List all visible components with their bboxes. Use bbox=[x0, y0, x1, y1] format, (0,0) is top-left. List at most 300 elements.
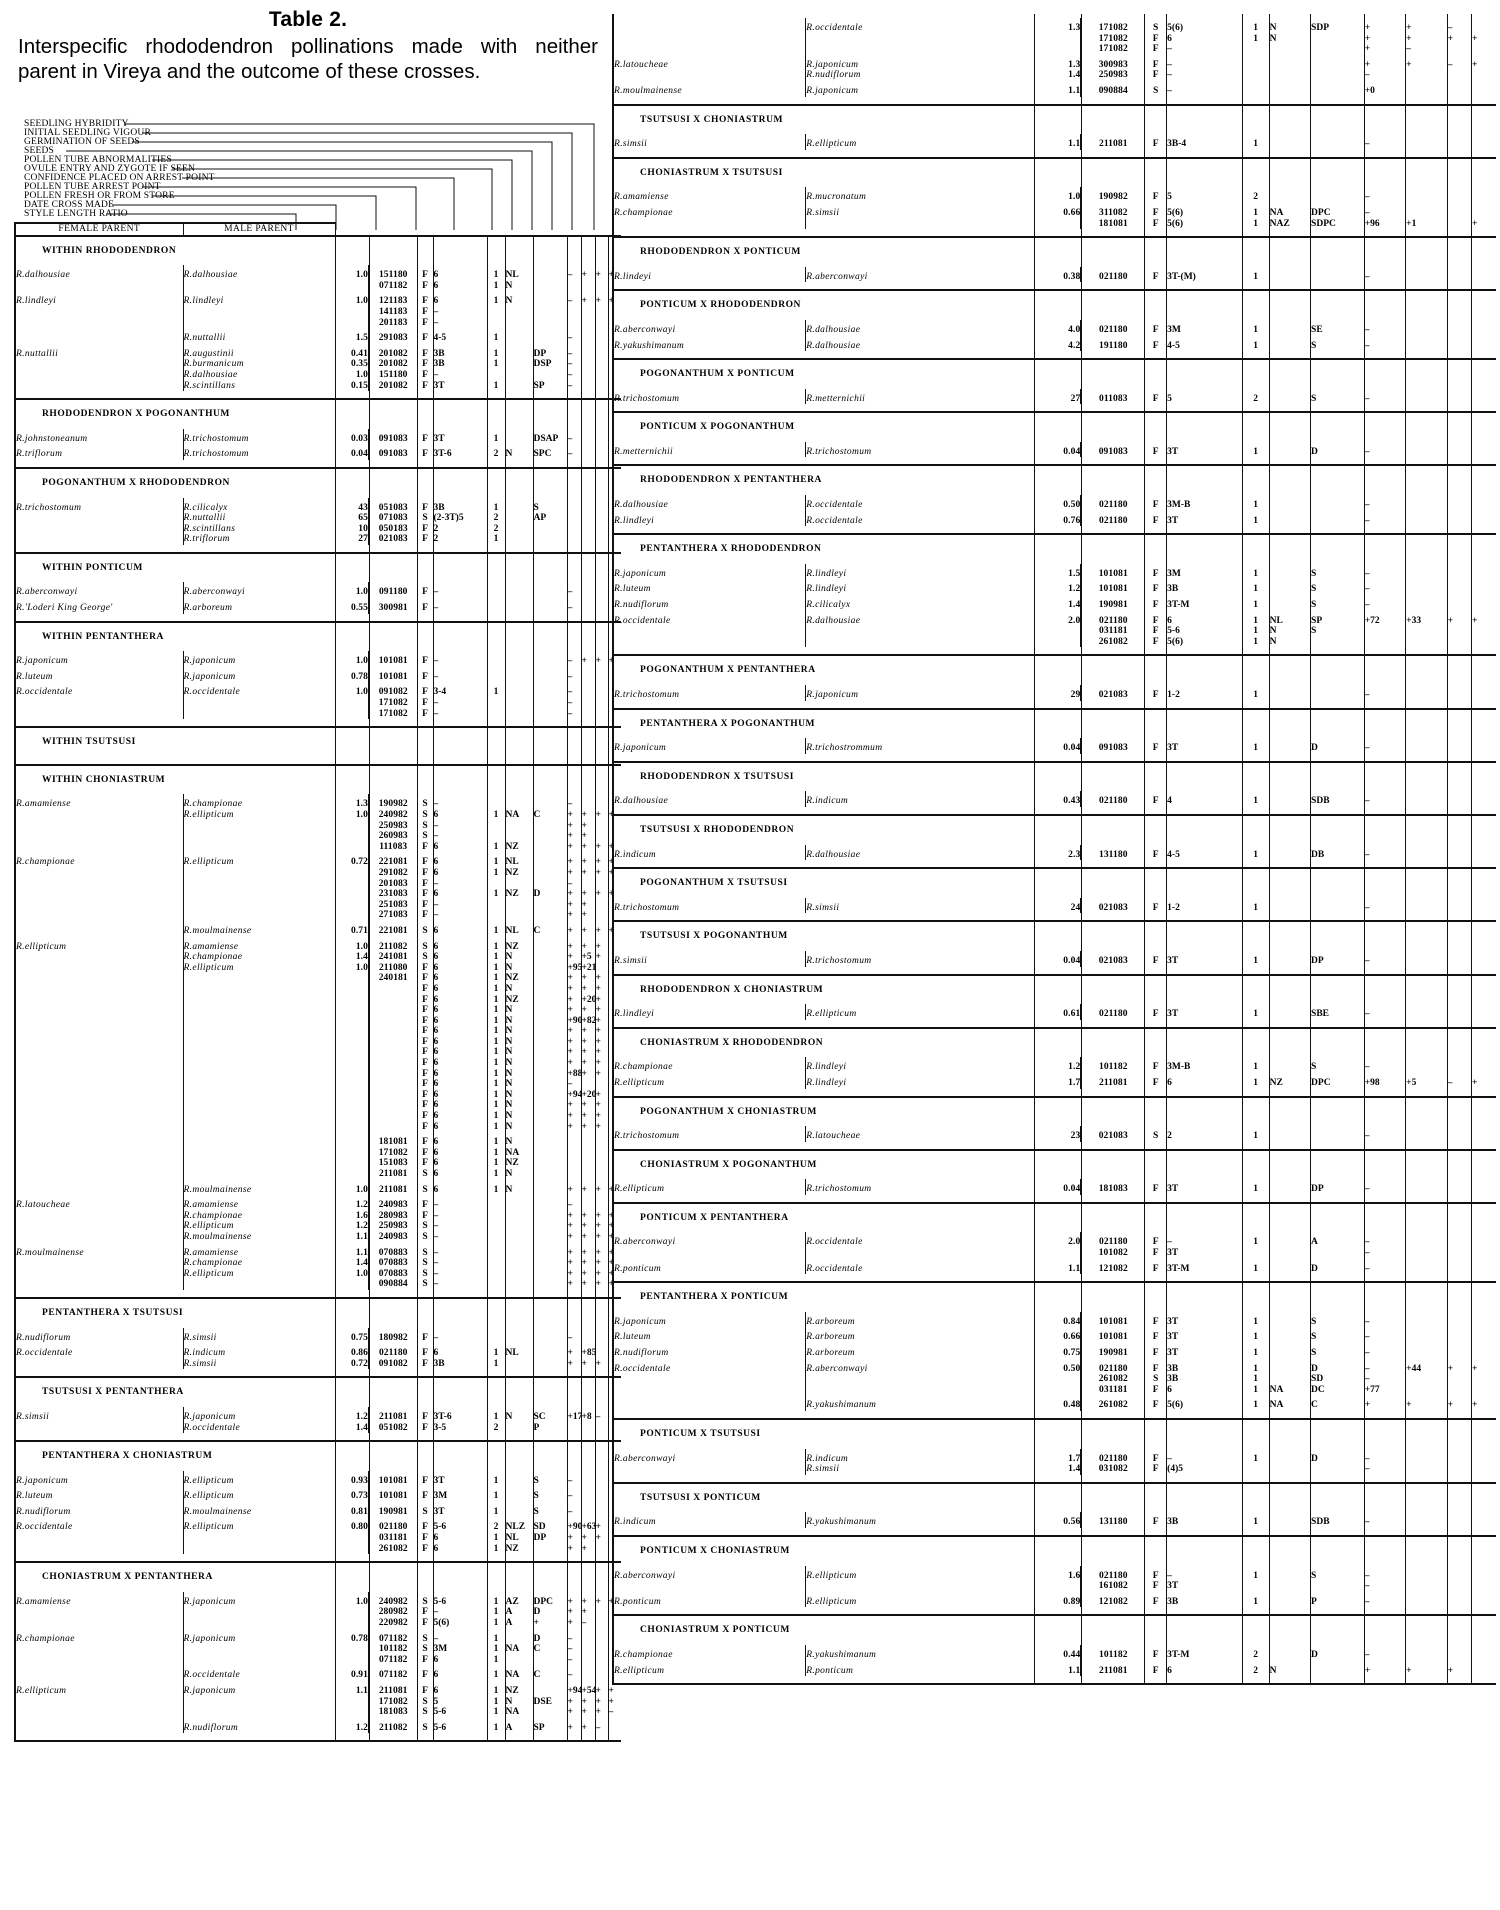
table-row[interactable] bbox=[15, 682, 621, 719]
section-pad-row bbox=[613, 913, 1496, 921]
group-header-cell bbox=[1242, 534, 1269, 564]
table-row[interactable] bbox=[613, 511, 1496, 527]
ovule-entry-cell bbox=[1269, 267, 1310, 283]
pollen-store-cell: F bbox=[1145, 898, 1167, 914]
seedling-hybridity-cell bbox=[1472, 1592, 1497, 1608]
male-parent-cell: R.amamiense R.championae R.ellipticum R.moulmainense bbox=[183, 1195, 335, 1242]
male-parent-cell: R.japonicum bbox=[183, 1681, 335, 1718]
section-pad-cell bbox=[1447, 150, 1471, 158]
table-row[interactable] bbox=[613, 1592, 1496, 1608]
date-cross-made-cell: 101081 bbox=[369, 667, 417, 683]
section-pad-cell bbox=[1081, 1089, 1144, 1097]
section-pad-cell bbox=[1364, 1020, 1405, 1028]
seedling-vigour-cell bbox=[1447, 336, 1471, 352]
group-header-cell bbox=[1242, 359, 1269, 389]
confidence-cell: 1 bbox=[1242, 1327, 1269, 1343]
table-row[interactable] bbox=[15, 794, 621, 852]
ovule-entry-cell bbox=[1269, 511, 1310, 527]
section-pad-cell bbox=[1406, 1195, 1447, 1203]
pollen-tube-abnormalities-cell bbox=[1311, 187, 1365, 203]
section-pad-cell bbox=[433, 391, 487, 399]
style-length-ratio-cell: 1.1 bbox=[335, 1681, 369, 1718]
arrest-point-cell: 6 5 5-6 bbox=[433, 1681, 487, 1718]
group-header-cell bbox=[1167, 1536, 1243, 1566]
seeds-cell: – bbox=[1364, 738, 1405, 754]
table-row[interactable] bbox=[613, 791, 1496, 807]
table-row[interactable] bbox=[15, 852, 621, 921]
seedling-vigour-cell bbox=[1447, 898, 1471, 914]
group-header-cell bbox=[1406, 1536, 1447, 1566]
female-parent-cell: R.ellipticum bbox=[15, 937, 183, 1133]
seeds-cell: + bbox=[1364, 1661, 1405, 1677]
female-parent-cell: R.amamiense bbox=[613, 187, 806, 203]
column-legend bbox=[24, 118, 596, 224]
arrest-point-cell: – 3T bbox=[1167, 1232, 1243, 1258]
table-row[interactable] bbox=[613, 320, 1496, 336]
arrest-point-cell: 5(6) 5(6) bbox=[1167, 203, 1243, 229]
group-header-cell bbox=[595, 1441, 608, 1471]
section-pad-cell bbox=[433, 1369, 487, 1377]
confidence-cell: 1 1 1 1 1 1 1 1 1 1 1 1 1 1 1 1 1 1 bbox=[487, 937, 505, 1133]
section-pad-cell bbox=[1145, 701, 1167, 709]
pollen-tube-abnormalities-cell: D bbox=[1311, 738, 1365, 754]
section-pad-cell bbox=[1167, 97, 1243, 105]
ovule-entry-cell: N bbox=[505, 291, 533, 328]
group-header-cell bbox=[505, 765, 533, 795]
section-pad-cell bbox=[335, 391, 369, 399]
style-length-ratio-cell: 0.04 bbox=[1035, 738, 1081, 754]
ovule-entry-cell bbox=[1269, 1126, 1310, 1142]
style-length-ratio-cell: 1.2 bbox=[1035, 579, 1081, 595]
table-row[interactable] bbox=[613, 81, 1496, 97]
section-pad-cell bbox=[1035, 701, 1081, 709]
female-parent-cell: R.luteum bbox=[613, 1327, 806, 1343]
seedling-vigour-cell bbox=[1447, 685, 1471, 701]
confidence-cell: 1 1 bbox=[1242, 203, 1269, 229]
group-header-cell bbox=[1406, 1028, 1447, 1058]
male-parent-cell: R.augustinii R.burmanicum R.dalhousiae R.scintillans bbox=[183, 344, 335, 391]
section-pad-row bbox=[613, 1475, 1496, 1483]
group-label: POGONANTHUM X CHONIASTRUM bbox=[613, 1097, 1035, 1127]
table-row[interactable] bbox=[613, 1232, 1496, 1258]
germination-cell: +33 bbox=[1406, 611, 1447, 648]
table-row[interactable] bbox=[15, 1328, 621, 1344]
group-header-cell bbox=[1364, 534, 1405, 564]
group-header-cell bbox=[533, 1298, 567, 1328]
section-pad-cell bbox=[1081, 1274, 1144, 1282]
table-row[interactable] bbox=[15, 429, 621, 445]
table-row[interactable] bbox=[15, 291, 621, 328]
table-row[interactable] bbox=[613, 595, 1496, 611]
table-row[interactable] bbox=[15, 598, 621, 614]
group-header-cell bbox=[369, 468, 417, 498]
table-row[interactable] bbox=[15, 344, 621, 391]
section-pad-cell bbox=[417, 757, 433, 765]
section-pad-cell bbox=[1447, 967, 1471, 975]
section-pad-cell bbox=[1167, 701, 1243, 709]
arrest-point-cell: 6 bbox=[433, 1665, 487, 1681]
group-header-cell bbox=[1311, 158, 1365, 188]
group-header-cell bbox=[1081, 1419, 1144, 1449]
group-header-cell bbox=[1081, 709, 1144, 739]
group-header-cell bbox=[487, 622, 505, 652]
table-row[interactable] bbox=[613, 951, 1496, 967]
arrest-point-cell: 3T bbox=[1167, 442, 1243, 458]
group-header-cell bbox=[487, 1441, 505, 1471]
ovule-entry-cell bbox=[505, 1486, 533, 1502]
section-pad-cell bbox=[1242, 967, 1269, 975]
table-row[interactable] bbox=[613, 495, 1496, 511]
table-row[interactable] bbox=[613, 1126, 1496, 1142]
group-header-cell bbox=[1167, 1615, 1243, 1645]
group-header-cell bbox=[1406, 1150, 1447, 1180]
table-row[interactable] bbox=[613, 738, 1496, 754]
section-pad-cell bbox=[1311, 1607, 1365, 1615]
date-cross-made-cell: 190981 bbox=[1081, 1343, 1144, 1359]
arrest-point-cell: 3M bbox=[1167, 320, 1243, 336]
seedling-vigour-cell: + + + + + + + + + + + + + + + + bbox=[595, 937, 608, 1133]
section-pad-cell bbox=[1311, 229, 1365, 237]
pollen-tube-abnormalities-cell: S bbox=[1311, 1327, 1365, 1343]
pollen-store-cell: F F bbox=[1145, 1449, 1167, 1475]
section-pad-cell bbox=[1145, 647, 1167, 655]
pollen-store-cell: F bbox=[1145, 511, 1167, 527]
seedling-hybridity-cell bbox=[1472, 791, 1497, 807]
group-header-cell bbox=[1145, 709, 1167, 739]
seeds-cell: – bbox=[567, 1486, 581, 1502]
table-row[interactable] bbox=[15, 651, 621, 667]
table-row[interactable] bbox=[613, 1449, 1496, 1475]
group-header-row bbox=[613, 921, 1496, 951]
arrest-point-cell: 4-5 bbox=[1167, 336, 1243, 352]
pollen-store-cell: F bbox=[1145, 1592, 1167, 1608]
group-header-cell bbox=[1081, 1150, 1144, 1180]
section-pad-cell bbox=[369, 391, 417, 399]
section-pad-cell bbox=[1145, 967, 1167, 975]
table-row[interactable] bbox=[15, 1195, 621, 1242]
germination-cell bbox=[1406, 320, 1447, 336]
table-row[interactable] bbox=[613, 134, 1496, 150]
table-row[interactable] bbox=[613, 611, 1496, 648]
group-header-row bbox=[15, 765, 621, 795]
group-header-cell bbox=[567, 399, 581, 429]
section-pad-cell bbox=[1167, 1607, 1243, 1615]
male-parent-cell: R.ponticum bbox=[806, 1661, 1035, 1677]
table-row[interactable] bbox=[613, 389, 1496, 405]
group-header-cell bbox=[1472, 359, 1497, 389]
table-row[interactable] bbox=[15, 1132, 621, 1179]
seeds-cell: – bbox=[1364, 511, 1405, 527]
pollen-tube-abnormalities-cell: D bbox=[1311, 1259, 1365, 1275]
table-row[interactable] bbox=[613, 1395, 1496, 1411]
seeds-cell: + + – + + + bbox=[567, 852, 581, 921]
table-row[interactable] bbox=[15, 498, 621, 545]
date-cross-made-cell: 211081 171082 181083 bbox=[369, 1681, 417, 1718]
seedling-hybridity-cell bbox=[1472, 738, 1497, 754]
group-header-row bbox=[613, 412, 1496, 442]
male-parent-cell: R.cilicalyx bbox=[806, 595, 1035, 611]
female-parent-cell: R.ellipticum bbox=[15, 1681, 183, 1718]
table-row[interactable] bbox=[15, 1471, 621, 1487]
seedling-vigour-cell bbox=[595, 1629, 608, 1666]
table-row[interactable] bbox=[613, 442, 1496, 458]
table-row[interactable] bbox=[613, 267, 1496, 283]
male-parent-cell: R.amamiense R.championae R.ellipticum bbox=[183, 937, 335, 1133]
table-row[interactable] bbox=[613, 1057, 1496, 1073]
style-length-ratio-cell: 0.44 bbox=[1035, 1645, 1081, 1661]
group-header-cell bbox=[1472, 158, 1497, 188]
section-pad-cell bbox=[1035, 1020, 1081, 1028]
table-row[interactable] bbox=[15, 265, 621, 291]
group-header-cell bbox=[505, 727, 533, 757]
pollen-tube-abnormalities-cell bbox=[533, 328, 567, 344]
group-header-cell bbox=[1472, 975, 1497, 1005]
section-pad-cell bbox=[15, 1433, 335, 1441]
table-row[interactable] bbox=[613, 685, 1496, 701]
ovule-entry-cell bbox=[1269, 55, 1310, 81]
male-parent-cell: R.japonicum bbox=[183, 651, 335, 667]
date-cross-made-cell: 021180 bbox=[1081, 495, 1144, 511]
group-label: PONTICUM X PENTANTHERA bbox=[613, 1203, 1035, 1233]
section-pad-cell bbox=[1311, 967, 1365, 975]
section-pad-cell bbox=[1269, 1142, 1310, 1150]
table-row[interactable] bbox=[15, 1592, 621, 1629]
group-label: POGONANTHUM X RHODODENDRON bbox=[15, 468, 335, 498]
table-row[interactable] bbox=[613, 1661, 1496, 1677]
ovule-entry-cell bbox=[1269, 738, 1310, 754]
ovule-entry-cell bbox=[505, 598, 533, 614]
section-pad-cell bbox=[613, 967, 1035, 975]
male-parent-cell: R.lindleyi bbox=[183, 291, 335, 328]
section-pad-cell bbox=[1242, 1089, 1269, 1097]
seedling-vigour-cell bbox=[1447, 595, 1471, 611]
legend-item-1: INITIAL SEEDLING VIGOUR bbox=[24, 128, 152, 138]
group-header-cell bbox=[1145, 290, 1167, 320]
pollen-store-cell: F bbox=[417, 1471, 433, 1487]
group-header-cell bbox=[335, 468, 369, 498]
table-row[interactable] bbox=[613, 1179, 1496, 1195]
section-pad-cell bbox=[1311, 754, 1365, 762]
section-pad-cell bbox=[567, 1433, 581, 1441]
section-pad-cell bbox=[433, 1554, 487, 1562]
ovule-entry-cell bbox=[505, 429, 533, 445]
seeds-cell: +90 + + bbox=[567, 1517, 581, 1554]
section-pad-cell bbox=[1242, 1020, 1269, 1028]
bottom-rule-cell bbox=[1167, 1684, 1243, 1685]
pollen-store-cell: F bbox=[1145, 336, 1167, 352]
section-pad-cell bbox=[1447, 1089, 1471, 1097]
table-row[interactable] bbox=[15, 1517, 621, 1554]
style-length-ratio-cell: 1.2 1.6 1.2 1.1 bbox=[335, 1195, 369, 1242]
date-cross-made-cell: 101081 bbox=[1081, 1327, 1144, 1343]
group-header-cell bbox=[1145, 921, 1167, 951]
seedling-vigour-cell bbox=[1447, 267, 1471, 283]
table-row[interactable] bbox=[15, 921, 621, 937]
style-length-ratio-cell: 0.81 bbox=[335, 1502, 369, 1518]
group-header-cell bbox=[1035, 709, 1081, 739]
female-parent-cell: R.aberconwayi bbox=[613, 1449, 806, 1475]
pollen-tube-abnormalities-cell: DSAP bbox=[533, 429, 567, 445]
date-cross-made-cell: 181083 bbox=[1081, 1179, 1144, 1195]
female-parent-cell: R.occidentale bbox=[613, 611, 806, 648]
section-pad-cell bbox=[1167, 967, 1243, 975]
section-pad-cell bbox=[1472, 1195, 1497, 1203]
group-header-cell bbox=[1406, 158, 1447, 188]
section-pad-cell bbox=[1269, 1607, 1310, 1615]
section-pad-cell bbox=[1242, 1475, 1269, 1483]
section-pad-cell bbox=[567, 545, 581, 553]
germination-cell bbox=[1406, 898, 1447, 914]
group-header-cell bbox=[1081, 1483, 1144, 1513]
table-row[interactable] bbox=[613, 1312, 1496, 1328]
section-pad-cell bbox=[1145, 404, 1167, 412]
table-row[interactable] bbox=[613, 1327, 1496, 1343]
table-row[interactable] bbox=[15, 667, 621, 683]
section-pad-cell bbox=[1242, 282, 1269, 290]
style-length-ratio-cell: 1.1 bbox=[1035, 1661, 1081, 1677]
group-header-row bbox=[15, 727, 621, 757]
table-row[interactable] bbox=[15, 1407, 621, 1433]
table-row[interactable] bbox=[613, 845, 1496, 861]
ovule-entry-cell: NZ N N NZ N NZ N N N N N N N N N N N N bbox=[505, 937, 533, 1133]
table-row[interactable] bbox=[15, 1665, 621, 1681]
group-header-cell bbox=[1472, 815, 1497, 845]
table-row[interactable] bbox=[613, 1359, 1496, 1396]
section-pad-cell bbox=[1447, 807, 1471, 815]
table-row[interactable] bbox=[613, 898, 1496, 914]
table-row[interactable] bbox=[15, 1343, 621, 1369]
group-header-cell bbox=[1035, 1615, 1081, 1645]
table-row[interactable] bbox=[15, 1243, 621, 1290]
style-length-ratio-cell: 1.6 bbox=[1035, 1566, 1081, 1592]
seeds-cell: + + + bbox=[567, 1592, 581, 1629]
section-pad-cell bbox=[608, 1733, 621, 1741]
seeds-cell: – – – bbox=[567, 682, 581, 719]
table-row[interactable] bbox=[613, 203, 1496, 229]
ovule-entry-cell: N bbox=[505, 444, 533, 460]
confidence-cell: 1 bbox=[1242, 579, 1269, 595]
table-row[interactable] bbox=[15, 1718, 621, 1734]
group-header-cell bbox=[1035, 1150, 1081, 1180]
group-header-cell bbox=[1081, 1203, 1144, 1233]
group-label: PENTANTHERA X POGONANTHUM bbox=[613, 709, 1035, 739]
table-row[interactable] bbox=[15, 328, 621, 344]
section-pad-cell bbox=[581, 757, 595, 765]
section-pad-cell bbox=[1035, 807, 1081, 815]
table-row[interactable] bbox=[15, 582, 621, 598]
table-row[interactable] bbox=[15, 1681, 621, 1718]
confidence-cell: 1 1 1 bbox=[487, 344, 505, 391]
group-header-cell bbox=[1035, 1282, 1081, 1312]
section-pad-cell bbox=[1447, 97, 1471, 105]
seedling-vigour-cell bbox=[1447, 845, 1471, 861]
ovule-entry-cell bbox=[505, 1328, 533, 1344]
table-row[interactable] bbox=[613, 1073, 1496, 1089]
group-header-row bbox=[613, 762, 1496, 792]
seeds-cell: +72 bbox=[1364, 611, 1405, 648]
table-row[interactable] bbox=[613, 1566, 1496, 1592]
group-header-row bbox=[613, 359, 1496, 389]
seedling-vigour-cell bbox=[1447, 1449, 1471, 1475]
male-parent-cell: R.moulmainense bbox=[183, 921, 335, 937]
section-pad-cell bbox=[1472, 860, 1497, 868]
section-pad-cell bbox=[1035, 526, 1081, 534]
section-pad-cell bbox=[369, 614, 417, 622]
table-row[interactable] bbox=[613, 55, 1496, 81]
arrest-point-cell: 1-2 bbox=[1167, 685, 1243, 701]
group-header-cell bbox=[1447, 465, 1471, 495]
table-row[interactable] bbox=[613, 1512, 1496, 1528]
male-parent-cell: R.ellipticum bbox=[183, 1486, 335, 1502]
group-header-cell bbox=[369, 553, 417, 583]
section-pad-cell bbox=[1242, 229, 1269, 237]
table-row[interactable] bbox=[15, 1502, 621, 1518]
legend-item-6: CONFIDENCE PLACED ON ARREST POINT bbox=[24, 173, 215, 183]
table-row[interactable] bbox=[15, 1486, 621, 1502]
date-cross-made-cell: 211082 bbox=[369, 1718, 417, 1734]
table-row[interactable] bbox=[15, 444, 621, 460]
confidence-cell: 1 bbox=[487, 1718, 505, 1734]
table-row[interactable] bbox=[613, 1004, 1496, 1020]
group-label: POGONANTHUM X PONTICUM bbox=[613, 359, 1035, 389]
table-row[interactable] bbox=[613, 336, 1496, 352]
arrest-point-cell: 3T-M bbox=[1167, 1259, 1243, 1275]
table-row[interactable] bbox=[613, 564, 1496, 580]
table-row[interactable] bbox=[613, 1645, 1496, 1661]
pollen-tube-abnormalities-cell: S bbox=[533, 1471, 567, 1487]
group-header-cell bbox=[1406, 290, 1447, 320]
seedling-vigour-cell bbox=[595, 667, 608, 683]
table-row[interactable] bbox=[15, 1180, 621, 1196]
male-parent-cell: R.japonicum bbox=[183, 667, 335, 683]
section-pad-cell bbox=[433, 545, 487, 553]
section-pad-cell bbox=[1364, 229, 1405, 237]
section-pad-cell bbox=[1406, 1607, 1447, 1615]
group-header-cell bbox=[1406, 237, 1447, 267]
seedling-hybridity-cell bbox=[1472, 389, 1497, 405]
table-row[interactable] bbox=[613, 1259, 1496, 1275]
group-header-cell bbox=[1145, 1097, 1167, 1127]
group-header-cell bbox=[1472, 709, 1497, 739]
date-cross-made-cell: 121082 bbox=[1081, 1592, 1144, 1608]
germination-cell bbox=[1406, 791, 1447, 807]
date-cross-made-cell: 091083 bbox=[369, 429, 417, 445]
group-header-cell bbox=[1167, 105, 1243, 135]
pollen-store-cell: F bbox=[1145, 1073, 1167, 1089]
pollen-tube-abnormalities-cell bbox=[533, 265, 567, 291]
group-header-cell bbox=[1145, 465, 1167, 495]
group-header-cell bbox=[595, 399, 608, 429]
section-pad-row bbox=[15, 719, 621, 727]
table-row[interactable] bbox=[613, 1343, 1496, 1359]
table-row[interactable] bbox=[613, 579, 1496, 595]
table-row[interactable] bbox=[15, 937, 621, 1133]
section-pad-cell bbox=[581, 1290, 595, 1298]
table-row[interactable] bbox=[613, 18, 1496, 55]
table-row[interactable] bbox=[613, 187, 1496, 203]
section-pad-cell bbox=[595, 1554, 608, 1562]
section-pad-cell bbox=[1242, 807, 1269, 815]
section-pad-cell bbox=[487, 545, 505, 553]
ovule-entry-cell: N bbox=[1269, 1661, 1310, 1677]
group-header-cell bbox=[1167, 868, 1243, 898]
section-pad-cell bbox=[1035, 647, 1081, 655]
section-pad-cell bbox=[1447, 754, 1471, 762]
group-header-cell bbox=[433, 1377, 487, 1407]
section-pad-cell bbox=[1167, 1274, 1243, 1282]
table-row[interactable] bbox=[15, 1629, 621, 1666]
confidence-cell: 1 bbox=[1242, 791, 1269, 807]
